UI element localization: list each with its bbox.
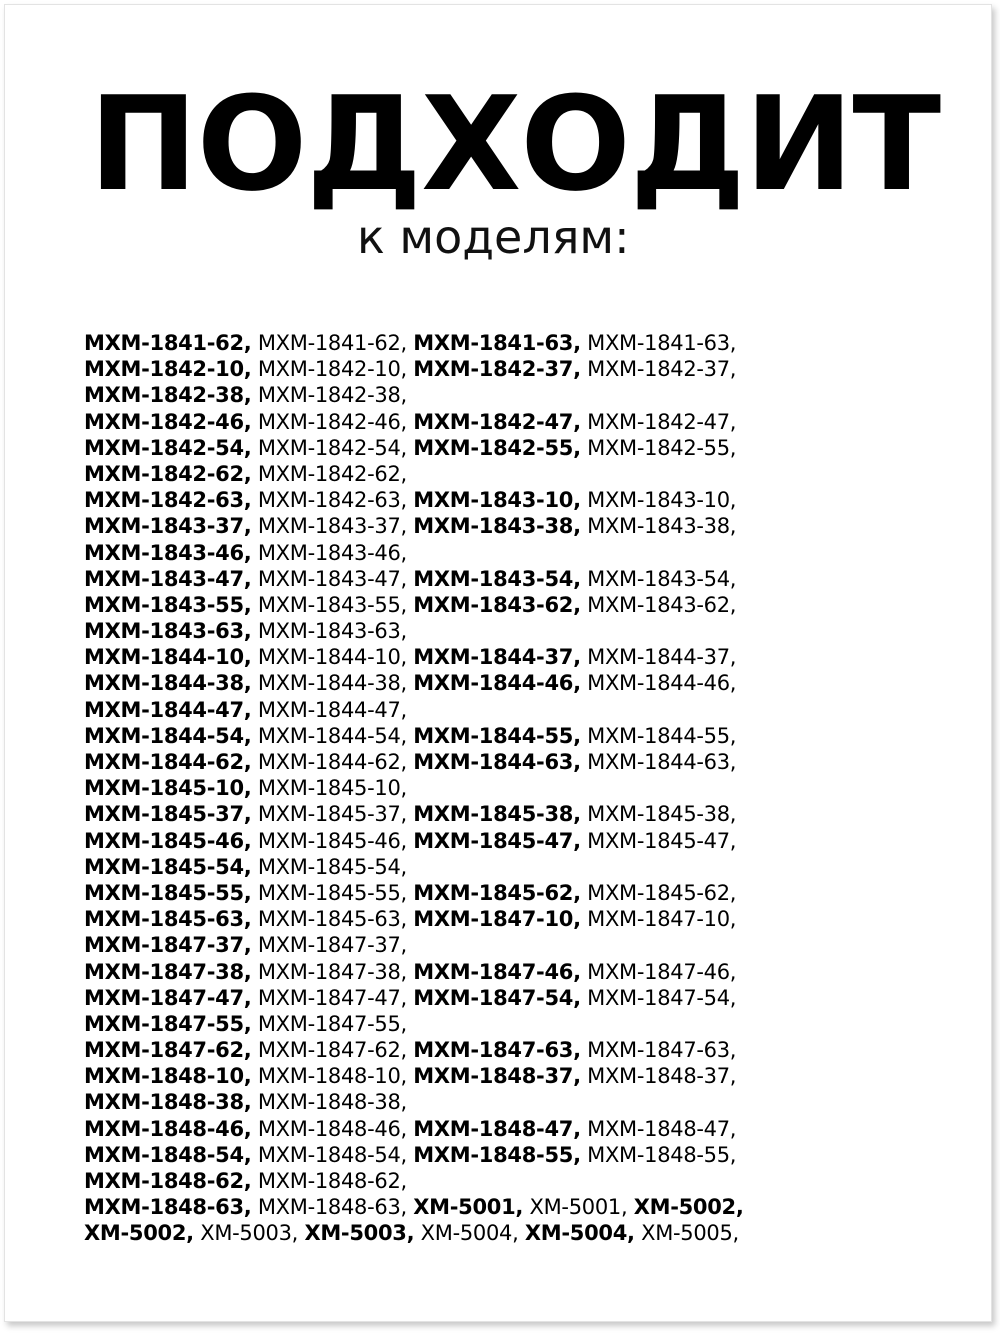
- model-item: MXM-1844-10,: [84, 645, 252, 670]
- model-item: MXM-1847-55,: [257, 1011, 407, 1036]
- model-item: MXM-1843-55,: [84, 592, 252, 617]
- model-item: MXM-1848-62,: [84, 1169, 252, 1193]
- model-item: MXM-1844-38,: [84, 671, 252, 696]
- model-item: MXM-1842-62,: [257, 461, 407, 486]
- model-item: MXM-1844-54,: [84, 723, 252, 748]
- model-line: [84, 749, 904, 775]
- page-frame: [4, 4, 992, 1322]
- model-line: [84, 723, 904, 749]
- model-item: MXM-1845-62,: [413, 880, 581, 905]
- model-line: [84, 1089, 904, 1115]
- model-item: MXM-1844-54,: [257, 723, 407, 748]
- model-item: MXM-1844-10,: [257, 645, 407, 670]
- model-item: MXM-1844-37,: [413, 645, 581, 670]
- model-line: [84, 932, 904, 958]
- model-item: MXM-1842-38,: [257, 383, 407, 408]
- model-line: [84, 801, 904, 827]
- model-item: MXM-1845-47,: [413, 828, 581, 853]
- model-item: MXM-1843-54,: [413, 566, 581, 591]
- model-line: [84, 540, 904, 566]
- model-item: MXM-1844-55,: [587, 723, 737, 748]
- model-item: MXM-1843-47,: [84, 566, 252, 591]
- model-item: MXM-1843-62,: [587, 592, 737, 617]
- model-item: MXM-1843-46,: [257, 540, 407, 565]
- model-line: [84, 618, 904, 644]
- model-item: MXM-1847-10,: [587, 907, 737, 932]
- model-item: MXM-1843-38,: [587, 514, 737, 539]
- model-line: [84, 906, 904, 932]
- model-item: MXM-1844-63,: [413, 750, 581, 774]
- model-item: MXM-1841-63,: [587, 331, 737, 355]
- model-item: MXM-1843-62,: [413, 592, 581, 617]
- model-line: [84, 592, 904, 618]
- model-item: MXM-1845-54,: [84, 854, 252, 879]
- model-item: MXM-1844-38,: [257, 671, 407, 696]
- model-line: [84, 775, 904, 801]
- model-item: MXM-1848-38,: [84, 1090, 252, 1115]
- model-item: MXM-1843-38,: [413, 514, 581, 539]
- model-item: MXM-1843-63,: [257, 619, 407, 644]
- model-item: XM-5002,: [84, 1221, 194, 1246]
- model-item: MXM-1842-46,: [84, 409, 252, 434]
- model-item: MXM-1847-38,: [84, 959, 252, 984]
- model-item: MXM-1841-62,: [257, 331, 407, 355]
- model-item: MXM-1847-55,: [84, 1011, 252, 1036]
- model-line: [84, 1063, 904, 1089]
- model-item: MXM-1842-38,: [84, 383, 252, 408]
- model-item: MXM-1844-46,: [413, 671, 581, 696]
- model-item: MXM-1842-63,: [257, 488, 407, 513]
- model-item: XM-5001,: [529, 1195, 628, 1220]
- model-item: MXM-1845-55,: [257, 880, 407, 905]
- model-item: MXM-1843-63,: [84, 619, 252, 644]
- model-item: MXM-1844-63,: [587, 750, 737, 774]
- model-item: XM-5002,: [633, 1195, 744, 1220]
- model-item: XM-5004,: [524, 1221, 635, 1246]
- model-item: MXM-1842-54,: [84, 435, 252, 460]
- model-item: MXM-1842-62,: [84, 461, 252, 486]
- model-item: MXM-1847-63,: [413, 1038, 581, 1063]
- model-item: MXM-1848-37,: [587, 1064, 737, 1089]
- model-line: [84, 1037, 904, 1063]
- model-item: MXM-1847-46,: [587, 959, 737, 984]
- model-item: MXM-1844-62,: [84, 750, 252, 774]
- model-item: MXM-1842-54,: [257, 435, 407, 460]
- model-line: [84, 880, 904, 906]
- model-item: MXM-1847-37,: [257, 933, 407, 958]
- model-item: MXM-1847-63,: [587, 1038, 737, 1063]
- model-line: [84, 409, 904, 435]
- model-item: MXM-1844-46,: [587, 671, 737, 696]
- model-item: MXM-1842-37,: [587, 357, 737, 382]
- model-line: [84, 1142, 904, 1168]
- model-item: MXM-1848-46,: [84, 1116, 252, 1141]
- model-item: MXM-1845-37,: [84, 802, 252, 827]
- model-item: MXM-1847-62,: [84, 1038, 252, 1063]
- model-item: MXM-1847-47,: [84, 985, 252, 1010]
- model-item: MXM-1844-37,: [587, 645, 737, 670]
- model-line: [84, 1011, 904, 1037]
- model-line: [84, 959, 904, 985]
- model-item: MXM-1847-54,: [587, 985, 737, 1010]
- model-item: MXM-1845-55,: [84, 880, 252, 905]
- model-item: MXM-1845-38,: [413, 802, 581, 827]
- model-item: MXM-1842-47,: [413, 409, 581, 434]
- model-item: MXM-1847-38,: [257, 959, 407, 984]
- model-item: MXM-1845-63,: [257, 907, 407, 932]
- model-line: [84, 697, 904, 723]
- model-item: MXM-1848-55,: [413, 1142, 581, 1167]
- model-item: MXM-1843-47,: [257, 566, 407, 591]
- model-item: MXM-1845-46,: [84, 828, 252, 853]
- model-item: MXM-1848-10,: [257, 1064, 407, 1089]
- model-line: [84, 435, 904, 461]
- model-line: [84, 828, 904, 854]
- model-item: MXM-1847-37,: [84, 933, 252, 958]
- model-item: MXM-1844-55,: [413, 723, 581, 748]
- model-item: MXM-1842-55,: [413, 435, 581, 460]
- model-item: MXM-1848-54,: [84, 1142, 252, 1167]
- model-line: [84, 461, 904, 487]
- model-item: MXM-1847-10,: [413, 907, 581, 932]
- model-line: [84, 644, 904, 670]
- model-line: [84, 382, 904, 408]
- model-item: XM-5001,: [413, 1195, 524, 1220]
- model-item: MXM-1844-62,: [257, 750, 407, 774]
- model-line: [84, 1168, 904, 1194]
- model-item: MXM-1848-55,: [587, 1142, 737, 1167]
- model-item: MXM-1843-55,: [257, 592, 407, 617]
- model-item: MXM-1848-63,: [84, 1195, 252, 1220]
- model-line: [84, 985, 904, 1011]
- model-item: MXM-1842-10,: [257, 357, 407, 382]
- model-item: MXM-1848-63,: [257, 1195, 407, 1220]
- model-item: MXM-1843-37,: [257, 514, 407, 539]
- model-item: MXM-1845-63,: [84, 907, 252, 932]
- model-item: MXM-1842-10,: [84, 357, 252, 382]
- model-item: MXM-1843-37,: [84, 514, 252, 539]
- model-item: XM-5005,: [641, 1221, 739, 1246]
- model-item: MXM-1843-10,: [413, 488, 581, 513]
- model-line: [84, 1116, 904, 1142]
- model-item: MXM-1848-47,: [413, 1116, 581, 1141]
- model-item: MXM-1848-47,: [587, 1116, 737, 1141]
- model-line: [84, 670, 904, 696]
- model-item: MXM-1848-54,: [257, 1142, 407, 1167]
- model-item: MXM-1843-46,: [84, 540, 252, 565]
- model-item: XM-5003,: [304, 1221, 415, 1246]
- model-item: MXM-1848-46,: [257, 1116, 407, 1141]
- model-item: MXM-1848-62,: [257, 1169, 407, 1193]
- model-item: MXM-1848-38,: [257, 1090, 407, 1115]
- model-item: MXM-1845-54,: [257, 854, 407, 879]
- model-item: MXM-1847-46,: [413, 959, 581, 984]
- model-item: MXM-1842-63,: [84, 488, 252, 513]
- model-item: MXM-1844-47,: [84, 697, 252, 722]
- model-item: MXM-1841-63,: [413, 331, 581, 355]
- model-item: MXM-1842-55,: [587, 435, 737, 460]
- model-item: MXM-1848-37,: [413, 1064, 581, 1089]
- model-item: MXM-1845-10,: [84, 776, 252, 801]
- model-item: MXM-1847-62,: [257, 1038, 407, 1063]
- model-item: MXM-1842-37,: [413, 357, 581, 382]
- model-line: [84, 1220, 904, 1246]
- model-item: MXM-1841-62,: [84, 331, 252, 355]
- model-item: MXM-1842-47,: [587, 409, 737, 434]
- model-item: MXM-1845-47,: [587, 828, 737, 853]
- model-item: MXM-1847-54,: [413, 985, 581, 1010]
- model-line: [84, 854, 904, 880]
- page-subtitle: к моделям:: [357, 210, 630, 264]
- model-line: [84, 1194, 904, 1220]
- model-item: MXM-1845-38,: [587, 802, 737, 827]
- model-item: XM-5003,: [200, 1221, 299, 1246]
- model-item: MXM-1847-47,: [257, 985, 407, 1010]
- model-item: MXM-1845-37,: [257, 802, 407, 827]
- model-item: MXM-1843-10,: [587, 488, 737, 513]
- model-item: MXM-1842-46,: [257, 409, 407, 434]
- model-line: [84, 330, 904, 356]
- model-line: [84, 566, 904, 592]
- page-title: ПОДХОДИТ: [89, 68, 941, 220]
- model-item: MXM-1844-47,: [257, 697, 407, 722]
- model-item: MXM-1848-10,: [84, 1064, 252, 1089]
- model-item: XM-5004,: [420, 1221, 519, 1246]
- model-list: [84, 330, 904, 1247]
- model-line: [84, 487, 904, 513]
- model-line: [84, 356, 904, 382]
- model-item: MXM-1845-10,: [257, 776, 407, 801]
- model-item: MXM-1845-62,: [587, 880, 737, 905]
- model-item: MXM-1845-46,: [257, 828, 407, 853]
- model-line: [84, 513, 904, 539]
- model-item: MXM-1843-54,: [587, 566, 737, 591]
